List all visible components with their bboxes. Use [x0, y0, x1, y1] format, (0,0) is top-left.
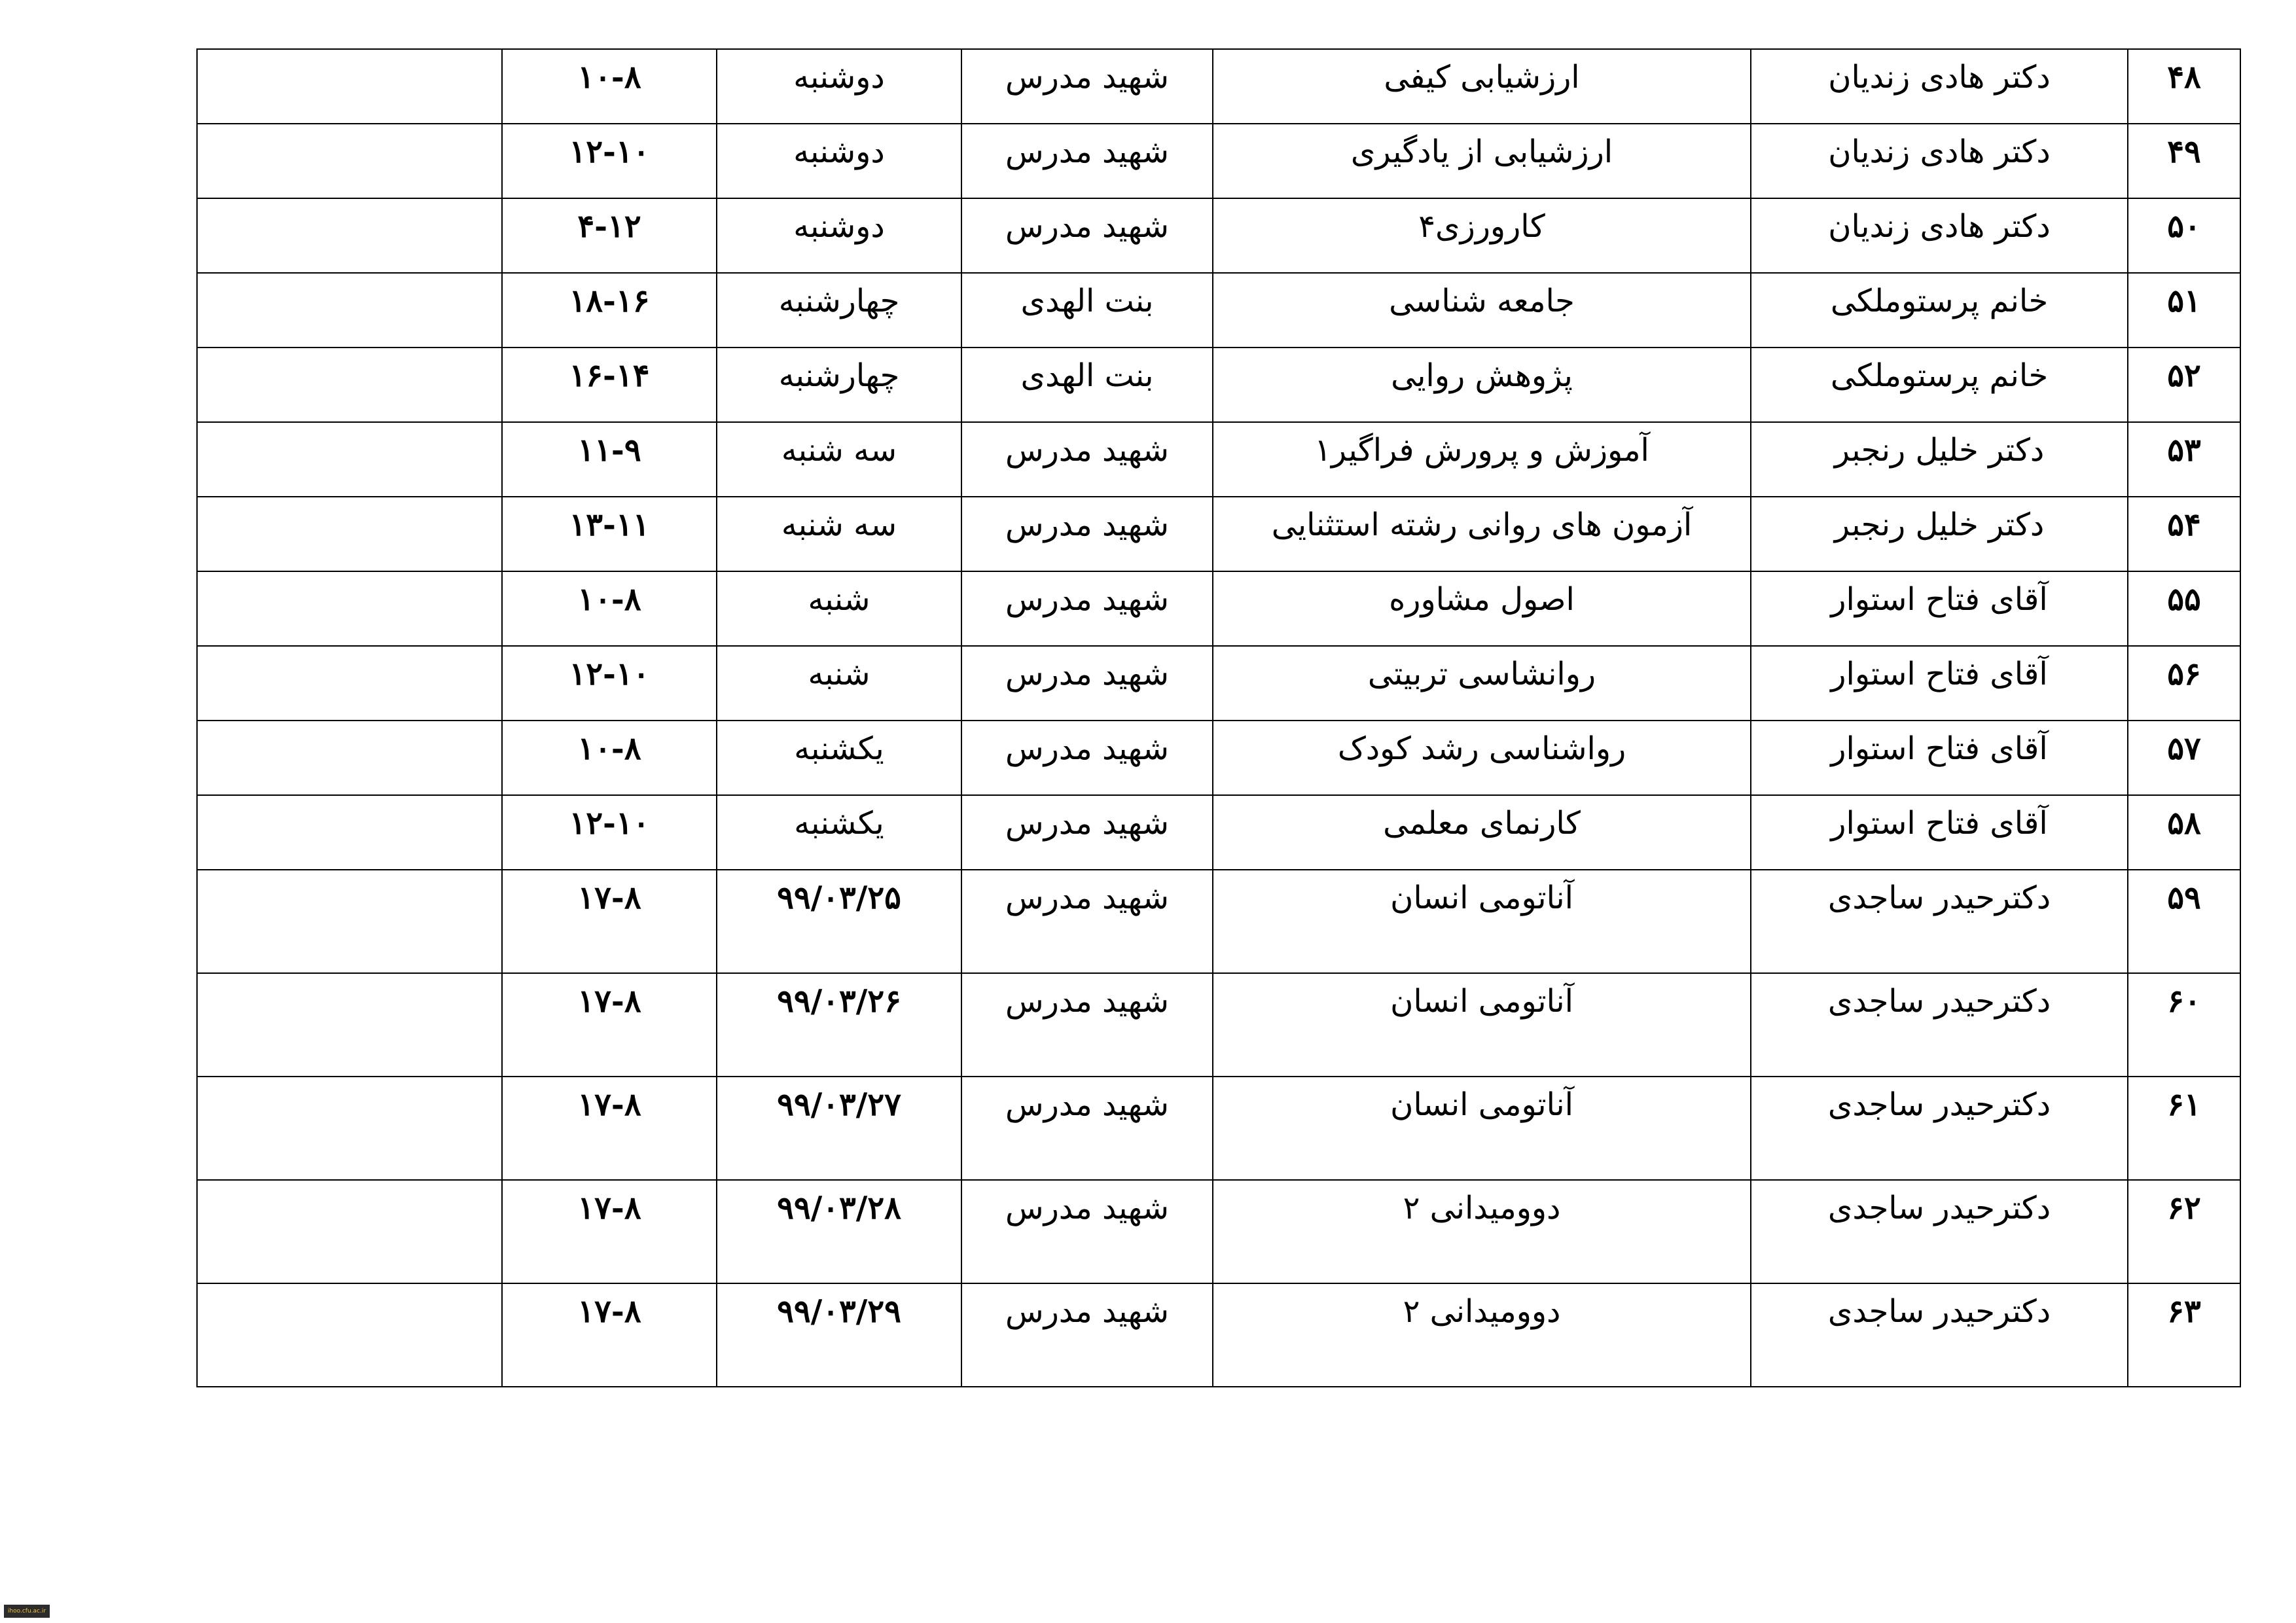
- time-cell: ۱۷-۸: [502, 1180, 717, 1283]
- row-number: ۵۶: [2128, 646, 2240, 721]
- table-row: [197, 124, 2240, 198]
- site-badge[interactable]: ihoo.cfu.ac.ir: [4, 1605, 50, 1618]
- row-number: ۵۸: [2128, 795, 2240, 870]
- time-cell: ۱۰-۸: [502, 571, 717, 646]
- empty-cell: [197, 124, 502, 198]
- date-cell: ۹۹/۰۳/۲۹: [717, 1283, 961, 1387]
- teacher-cell: دکترحیدر ساجدی: [1751, 870, 2128, 973]
- time-cell: ۱۷-۸: [502, 870, 717, 973]
- teacher-cell: دکتر خلیل رنجبر: [1751, 497, 2128, 571]
- course-cell: آموزش و پرورش فراگیر۱: [1213, 422, 1751, 497]
- teacher-cell: دکتر هادی زندیان: [1751, 49, 2128, 124]
- schedule-body: [197, 49, 2240, 1387]
- course-cell: کارورزی۴: [1213, 198, 1751, 273]
- time-cell: ۱۱-۹: [502, 422, 717, 497]
- table-row: [197, 870, 2240, 973]
- empty-cell: [197, 1283, 502, 1387]
- time-cell: ۴-۱۲: [502, 198, 717, 273]
- row-number: ۵۳: [2128, 422, 2240, 497]
- course-cell: جامعه شناسی: [1213, 273, 1751, 348]
- table-row: [197, 795, 2240, 870]
- course-cell: آزمون های روانی رشته استثنایی: [1213, 497, 1751, 571]
- empty-cell: [197, 646, 502, 721]
- location-cell: شهید مدرس: [961, 646, 1213, 721]
- empty-cell: [197, 1077, 502, 1180]
- date-cell: ۹۹/۰۳/۲۸: [717, 1180, 961, 1283]
- course-cell: ارزشیابی از یادگیری: [1213, 124, 1751, 198]
- location-cell: شهید مدرس: [961, 1283, 1213, 1387]
- row-number: ۵۱: [2128, 273, 2240, 348]
- course-cell: کارنمای معلمی: [1213, 795, 1751, 870]
- teacher-cell: آقای فتاح استوار: [1751, 795, 2128, 870]
- day-cell: یکشنبه: [717, 721, 961, 795]
- date-cell: ۹۹/۰۳/۲۷: [717, 1077, 961, 1180]
- time-cell: ۱۷-۸: [502, 973, 717, 1077]
- table-row: [197, 571, 2240, 646]
- day-cell: شنبه: [717, 571, 961, 646]
- time-cell: ۱۲-۱۰: [502, 124, 717, 198]
- table-row: [197, 1283, 2240, 1387]
- location-cell: بنت الهدی: [961, 348, 1213, 422]
- teacher-cell: آقای فتاح استوار: [1751, 571, 2128, 646]
- time-cell: ۱۷-۸: [502, 1283, 717, 1387]
- date-cell: ۹۹/۰۳/۲۵: [717, 870, 961, 973]
- row-number: ۶۲: [2128, 1180, 2240, 1283]
- location-cell: شهید مدرس: [961, 1180, 1213, 1283]
- day-cell: سه شنبه: [717, 422, 961, 497]
- row-number: ۵۲: [2128, 348, 2240, 422]
- table-row: [197, 198, 2240, 273]
- row-number: ۶۰: [2128, 973, 2240, 1077]
- empty-cell: [197, 973, 502, 1077]
- time-cell: ۱۸-۱۶: [502, 273, 717, 348]
- location-cell: شهید مدرس: [961, 571, 1213, 646]
- location-cell: شهید مدرس: [961, 497, 1213, 571]
- location-cell: شهید مدرس: [961, 870, 1213, 973]
- teacher-cell: دکتر هادی زندیان: [1751, 124, 2128, 198]
- location-cell: شهید مدرس: [961, 795, 1213, 870]
- time-cell: ۱۷-۸: [502, 1077, 717, 1180]
- table-row: [197, 1077, 2240, 1180]
- table-row: [197, 497, 2240, 571]
- course-cell: روانشاسی تربیتی: [1213, 646, 1751, 721]
- empty-cell: [197, 348, 502, 422]
- table-row: [197, 646, 2240, 721]
- table-row: [197, 1180, 2240, 1283]
- table-row: [197, 721, 2240, 795]
- date-cell: ۹۹/۰۳/۲۶: [717, 973, 961, 1077]
- row-number: ۵۵: [2128, 571, 2240, 646]
- row-number: ۵۰: [2128, 198, 2240, 273]
- teacher-cell: دکترحیدر ساجدی: [1751, 1077, 2128, 1180]
- time-cell: ۱۲-۱۰: [502, 646, 717, 721]
- table-row: [197, 49, 2240, 124]
- day-cell: چهارشنبه: [717, 348, 961, 422]
- time-cell: ۱۰-۸: [502, 721, 717, 795]
- course-cell: آناتومی انسان: [1213, 1077, 1751, 1180]
- table-row: [197, 973, 2240, 1077]
- table-row: [197, 348, 2240, 422]
- course-cell: آناتومی انسان: [1213, 973, 1751, 1077]
- location-cell: شهید مدرس: [961, 721, 1213, 795]
- row-number: ۶۱: [2128, 1077, 2240, 1180]
- empty-cell: [197, 198, 502, 273]
- teacher-cell: آقای فتاح استوار: [1751, 721, 2128, 795]
- day-cell: شنبه: [717, 646, 961, 721]
- location-cell: شهید مدرس: [961, 1077, 1213, 1180]
- day-cell: چهارشنبه: [717, 273, 961, 348]
- teacher-cell: خانم پرستوملکی: [1751, 273, 2128, 348]
- empty-cell: [197, 571, 502, 646]
- table-row: [197, 273, 2240, 348]
- day-cell: دوشنبه: [717, 124, 961, 198]
- row-number: ۵۴: [2128, 497, 2240, 571]
- day-cell: دوشنبه: [717, 198, 961, 273]
- time-cell: ۱۶-۱۴: [502, 348, 717, 422]
- location-cell: شهید مدرس: [961, 198, 1213, 273]
- teacher-cell: دکترحیدر ساجدی: [1751, 1180, 2128, 1283]
- empty-cell: [197, 273, 502, 348]
- row-number: ۴۸: [2128, 49, 2240, 124]
- row-number: ۵۹: [2128, 870, 2240, 973]
- teacher-cell: آقای فتاح استوار: [1751, 646, 2128, 721]
- course-cell: اصول مشاوره: [1213, 571, 1751, 646]
- teacher-cell: دکترحیدر ساجدی: [1751, 1283, 2128, 1387]
- row-number: ۶۳: [2128, 1283, 2240, 1387]
- time-cell: ۱۳-۱۱: [502, 497, 717, 571]
- time-cell: ۱۰-۸: [502, 49, 717, 124]
- table-row: [197, 422, 2240, 497]
- empty-cell: [197, 422, 502, 497]
- schedule-table: [196, 48, 2241, 1387]
- course-cell: آناتومی انسان: [1213, 870, 1751, 973]
- teacher-cell: دکتر هادی زندیان: [1751, 198, 2128, 273]
- course-cell: دوومیدانی ۲: [1213, 1180, 1751, 1283]
- location-cell: بنت الهدی: [961, 273, 1213, 348]
- teacher-cell: دکتر خلیل رنجبر: [1751, 422, 2128, 497]
- empty-cell: [197, 497, 502, 571]
- location-cell: شهید مدرس: [961, 124, 1213, 198]
- course-cell: پژوهش روایی: [1213, 348, 1751, 422]
- course-cell: دوومیدانی ۲: [1213, 1283, 1751, 1387]
- course-cell: ارزشیابی کیفی: [1213, 49, 1751, 124]
- teacher-cell: خانم پرستوملکی: [1751, 348, 2128, 422]
- empty-cell: [197, 49, 502, 124]
- location-cell: شهید مدرس: [961, 49, 1213, 124]
- course-cell: رواشناسی رشد کودک: [1213, 721, 1751, 795]
- empty-cell: [197, 1180, 502, 1283]
- empty-cell: [197, 795, 502, 870]
- teacher-cell: دکترحیدر ساجدی: [1751, 973, 2128, 1077]
- location-cell: شهید مدرس: [961, 422, 1213, 497]
- row-number: ۴۹: [2128, 124, 2240, 198]
- day-cell: دوشنبه: [717, 49, 961, 124]
- day-cell: سه شنبه: [717, 497, 961, 571]
- location-cell: شهید مدرس: [961, 973, 1213, 1077]
- empty-cell: [197, 721, 502, 795]
- day-cell: یکشنبه: [717, 795, 961, 870]
- time-cell: ۱۲-۱۰: [502, 795, 717, 870]
- row-number: ۵۷: [2128, 721, 2240, 795]
- empty-cell: [197, 870, 502, 973]
